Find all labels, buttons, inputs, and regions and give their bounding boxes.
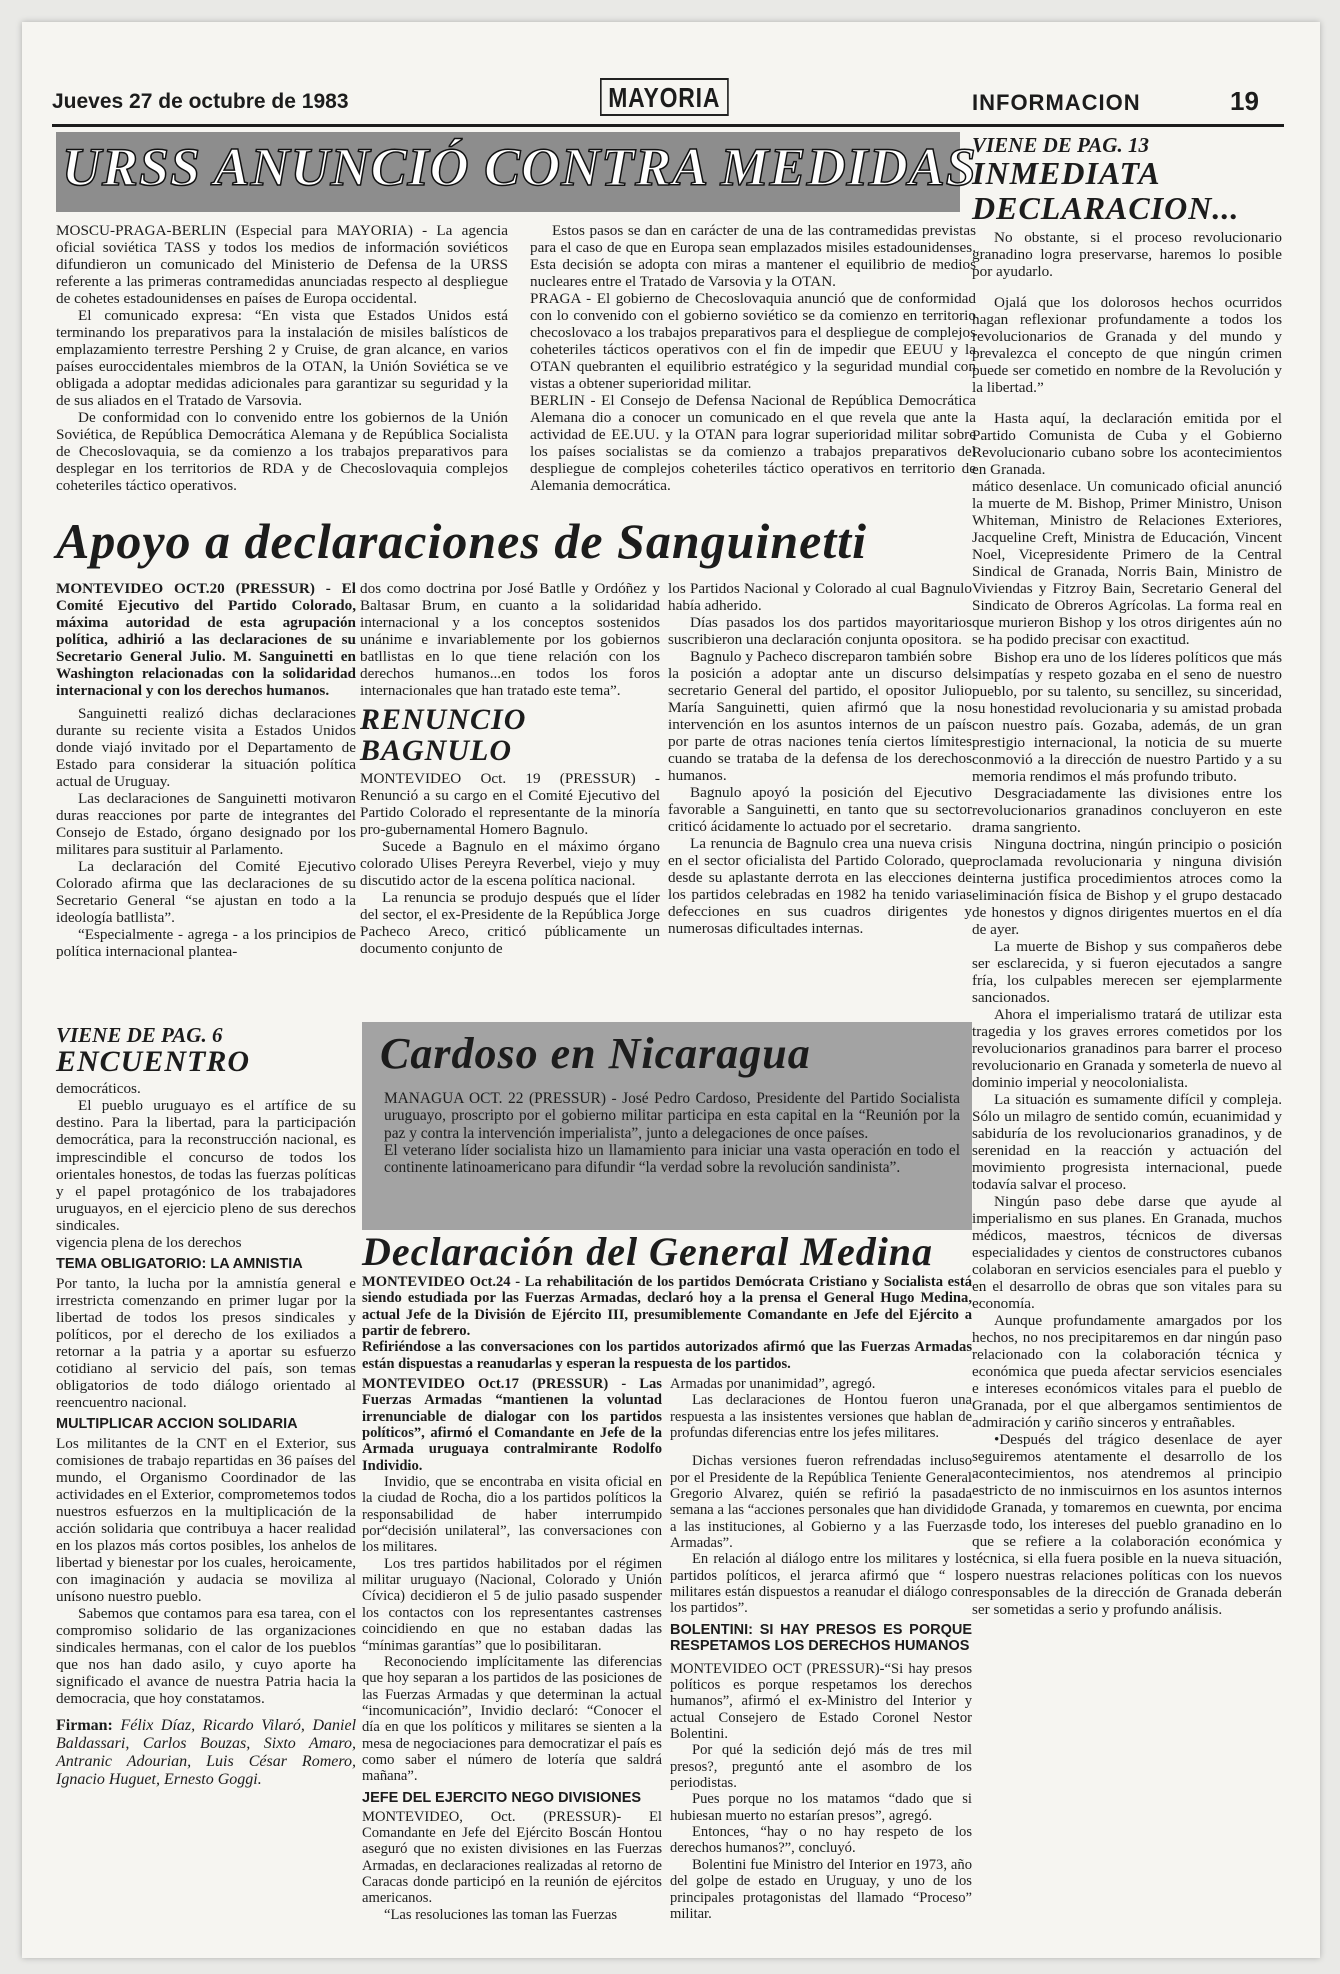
paragraph: Por qué la sedición dejó más de tres mil presos?, preguntó ante el asombro de los periodistas. [670,1742,972,1792]
subheading-amnistia: TEMA OBLIGATORIO: LA AMNISTIA [56,1255,303,1272]
apoyo-column-3 [668,580,972,937]
paragraph: MANAGUA OCT. 22 (PRESSUR) - José Pedro Cardoso, Presidente del Partido Socialista uruguayo, proscripto por el gobierno militar participa en esta capital en la “Reunión por la paz y contra la intervención imperialista”, junto a delegaciones de once países. [384,1090,960,1142]
urss-column-1 [56,222,508,494]
paragraph: Bagnulo apoyó la posición del Ejecutivo favorable a Sanguinetti, en tanto que su sector criticó ácidamente lo actuado por el secretario. [668,784,972,836]
paragraph: La situación es sumamente difícil y compleja. Sólo un milagro de sentido común, ecuanimidad y sabiduría de los revolucionarios granadinos, y de serenidad en la reacción y actuación del movimiento progresista internacional, puede todavía salvar el proceso. [972,1090,1282,1193]
paragraph: Días pasados los dos partidos mayoritarios suscribieron una declaración conjunta opositora. [668,614,972,649]
paragraph: La muerte de Bishop y sus compañeros debe ser esclarecida, y si fueron ejecutados a sangre fría, los culpables merecen ser ejemplarmente sancionados. [972,937,1282,1006]
lead-paragraph: MONTEVIDEO Oct.24 - La rehabilitación de los partidos Demócrata Cristiano y Socialista está siendo estudiada por las Fuerzas Armadas, declaró hoy a la prensa el General Hugo Medina, actual Jefe de la División de Ejército III, presumiblemente Comandante en Jefe del Ejército a partir de febrero. [362,1274,972,1340]
paragraph: Los militantes de la CNT en el Exterior, sus comisiones de trabajo repartidas en 36 países del mundo, el Organismo Coordinador de las actividades en el Exterior, comprometemos todos nuestros esfuerzos en la multiplicación de la acción solidaria que contribuya a hacer realidad en los plazos más cortos posibles, los anhelos de libertad y bienestar por los cuales, heroicamente, con imaginación y audacia se moviliza al unísono nuestro pueblo. [56,1434,356,1605]
apoyo-column-1 [56,580,356,960]
firman-names: Félix Díaz, Ricardo Vilaró, Daniel Baldassari, Carlos Bouzas, Sixto Amaro, Antranic Adourian, Luis César Romero, Ignacio Huguet, Ernesto Goggi. [56,1716,357,1788]
medina-headline: Declaración del General Medina [362,1229,934,1274]
paragraph: Estos pasos se dan en carácter de una de las contramedidas previstas para el caso de que en Europa sean emplazados misiles estadounidenses. Esta decisión se adopta con miras a mantener el equilibrio de medios nucleares entre el Tratado de Varsovia y la OTAN. [530,222,976,291]
paragraph: democráticos. [56,1080,141,1098]
encuentro-headline: ENCUENTRO [56,1045,251,1079]
paragraph: Entonces, “hay o no hay respeto de los derechos humanos?”, concluyó. [670,1824,972,1857]
newspaper-page [22,22,1320,1958]
paragraph: La renuncia se produjo después que el líder del sector, el ex-Presidente de la República Jorge Pacheco Areco, criticó públicamente un documento conjunto de [360,889,660,958]
paragraph: El veterano líder socialista hizo un llamamiento para iniciar una vasta operación en todo el continente latinoamericano para difundir “la verdad sobre la revolución sandinista”. [384,1141,960,1176]
paragraph: Ninguna doctrina, ningún principio o posición proclamada revolucionaria y ninguna división interna justifica procedimientos atroces como la eliminación física de Bishop y el grupo destacado de honestos y dignos dirigentes muertos en el día de ayer. [972,835,1282,938]
cardoso-headline: Cardoso en Nicaragua [380,1029,811,1078]
paragraph: MONTEVIDEO Oct.17 (PRESSUR) - Las Fuerzas Armadas “mantienen la voluntad irrenunciable de dialogar con los partidos políticos”, afirmó el Comandante en Jefe de la Armada uruguaya contralmirante Rodolfo Individio. [362,1376,662,1474]
medina-column-1 [362,1376,662,1923]
paragraph: BERLIN - El Consejo de Defensa Nacional de República Democrática Alemana dio a conocer un comunicado en el que revela que ante la actividad de EE.UU. y la OTAN para lograr superioridad militar sobre los países socialistas se da comienzo a trabajos preparativos del despliegue de complejos coheteriles táctico operativos en territorio de Alemania democrática. [530,392,976,495]
section-name: INFORMACION [972,90,1141,115]
paragraph: •Después del trágico desenlace de ayer seguiremos atentamente el desarrollo de los acontecimientos, nos atendremos al principio estricto de no inmiscuirnos en los asuntos internos de Granada, y tomaremos en cuewnta, por encima de todo, los intereses del pueblo granadino en lo que se refiere a la colaboración económica y técnica, si ella fuera posible en la nueva situación, pero nuestras relaciones políticas con los nuevos responsables de la dirección de Granada deberán ser sometidas a serio y profundo análisis. [972,1431,1282,1619]
paragraph: Reconociendo implícitamente las diferencias que hoy separan a los partidos de las posiciones de las Fuerzas Armadas y que determinan la actual “incomunicación”, Invidio declaró: “Conocer el día en que los políticos y militares se sienten a la mesa de negociaciones para democratizar el país es como saber el número de lotería que saldrá mañana”. [362,1653,662,1785]
cardoso-body [384,1090,960,1176]
masthead-logo: MAYORIA [600,78,728,116]
viene-de-pag-6: VIENE DE PAG. 6 [56,1023,223,1047]
header-rule [52,124,1284,127]
paragraph: La declaración del Comité Ejecutivo Colorado afirma que las declaraciones de su Secretario General “se ajustan en todo a la ideología batllista”. [56,858,356,927]
paragraph: No obstante, si el proceso revolucionario granadino logra preservarse, haremos lo posible por ayudarlo. [972,229,1282,281]
paragraph: MONTEVIDEO Oct. 19 (PRESSUR) - Renunció a su cargo en el Comité Ejecutivo del Partido Colorado el representante de la minoría pro-gubernamental Homero Bagnulo. [360,770,660,839]
paragraph: Armadas por unanimidad”, agregó. [670,1376,876,1392]
paragraph: Desgraciadamente las divisiones entre los revolucionarios granadinos concluyeron en este drama sangriento. [972,784,1282,836]
paragraph: los Partidos Nacional y Colorado al cual Bagnulo había adherido. [668,580,972,615]
paragraph: Por tanto, la lucha por la amnistía general e irrestricta comenzando en primer lugar por la libertad de todos los presos sindicales y políticos, por el derecho de los exiliados a retornar a la patria y a aportar su esfuerzo cotidiano al servicio del país, son temas obligatorios de todo diálogo orientado al reencuentro nacional. [56,1274,356,1411]
paragraph: Bagnulo y Pacheco discreparon también sobre la posición a adoptar ante un discurso del secretario General del partido, el opositor Julio María Sanguinetti, quien afirmó que la no intervención en los asuntos internos de un país por parte de otras naciones tenía ciertos límites cuando se trataba de la defensa de los derechos humanos. [668,648,972,785]
paragraph: Ahora el imperialismo tratará de utilizar esta tragedia y los graves errores cometidos por los revolucionarios granadinos para barrer el proceso revolucionario en Granada y someterla de nuevo al dominio imperial y neocolonialista. [972,1005,1282,1091]
paragraph: “Las resoluciones las toman las Fuerzas [384,1906,618,1923]
inmediata-column [972,134,1282,1618]
lead-paragraph: Refiriéndose a las conversaciones con los partidos autorizados afirmó que las Fuerzas Armadas están dispuestas a reanudarlas y esperan la respuesta de los partidos. [362,1339,972,1372]
paragraph: Ojalá que los dolorosos hechos ocurridos hagan reflexionar profundamente a todos los revolucionarios de Granada y del mundo y prevalezca el concepto de que ningún crimen puede ser cometido en nombre de la Revolución y la libertad.” [972,294,1282,397]
paragraph: mático desenlace. Un comunicado oficial anunció la muerte de M. Bishop, Primer Ministro, Unison Whiteman, Ministro de Relaciones Exteriores, Jacqueline Creft, Ministra de Educación, Vincent Noel, Vicepresidente Primero de la Central Sindical de Granada, Norris Bain, Ministro de Viviendas y Fitzroy Bain, Secretario General del Sindicato de Obreros Agrícolas. La forma real en que murieron Bishop y los otros dirigentes aún no se ha podido precisar con exactitud. [972,478,1282,649]
urss-column-2 [530,222,976,494]
paragraph: dos como doctrina por José Batlle y Ordóñez y Baltasar Brum, en cuanto a la solidaridad internacional y a los conceptos sostenidos unánime e invariablemente por los gobiernos batllistas en lo que tiene relación con los derechos humanos...en todos los foros internacionales que han tratado este tema”. [360,580,660,700]
page-date: Jueves 27 de octubre de 1983 [52,90,349,113]
paragraph: MONTEVIDEO, Oct. (PRESSUR)- El Comandante en Jefe del Ejército Boscán Hontou aseguró que no existen divisiones en las Fuerzas Armadas, en declaraciones realizadas al retorno de Caracas donde participó en la reunión de ejércitos americanos. [362,1808,662,1907]
paragraph: Invidio, que se encontraba en visita oficial en la ciudad de Rocha, dio a los partidos políticos la responsabilidad de haber interrumpido por“decisión unilateral”, las conversaciones con los militares. [362,1474,662,1556]
paragraph: Aunque profundamente amargados por los hechos, no nos precipitaremos en dar ningún paso relacionado con la colaboración técnica y económica que pueda afectar servicios esenciales e intereses económicos vitales para el pueblo de Granada, por el que albergamos sentimientos de admiración y cariño sinceros y entrañables. [972,1312,1282,1432]
paragraph: “Especialmente - agrega - a los principios de política internacional plantea- [56,926,356,961]
inmediata-headline: INMEDIATA DECLARACION... [972,155,1240,226]
page-number: 19 [1230,86,1259,116]
urss-headline: URSS ANUNCIÓ CONTRA MEDIDAS [62,137,977,197]
paragraph: Bolentini fue Ministro del Interior en 1973, año del golpe de estado en Uruguay, y uno de los principales protagonistas del llamado “Proceso” militar. [670,1856,972,1922]
paragraph: Ningún paso debe darse que ayude al imperialismo en sus planes. En Granada, muchos médicos, maestros, técnicos de diversas especialidades y cientos de constructores cubanos colaboran en servicios esenciales para el pueblo y en el desarrollo de obras que son vitales para su economía. [972,1193,1282,1313]
paragraph: MOSCU-PRAGA-BERLIN (Especial para MAYORIA) - La agencia oficial soviética TASS y todos los medios de información soviéticos difundieron un comunicado del Ministerio de Defensa de la URSS referente a las primeras contramedidas anunciadas respecto al despliegue de cohetes estadounidenses en países de Europa occidental. [56,222,508,308]
viene-de-pag-13: VIENE DE PAG. 13 [972,133,1149,157]
firman-label: Firman: [56,1716,113,1734]
subheading-jefe-ejercito: JEFE DEL EJERCITO NEGO DIVISIONES [362,1789,642,1806]
paragraph: La renuncia de Bagnulo crea una nueva crisis en el sector oficialista del Partido Colorado, que desde su aplastante derrota en las elecciones de los partidos celebradas en 1982 ha tenido varias defecciones en sus cuadros dirigentes y numerosas dificultades internas. [668,835,972,938]
subheading-solidaria: MULTIPLICAR ACCION SOLIDARIA [56,1415,298,1432]
renuncio-headline: RENUNCIO BAGNULO [360,703,527,767]
paragraph: Sabemos que contamos para esa tarea, con el compromiso solidario de las organizaciones sindicales hermanas, con el calor de los pueblos que nos han dado asilo, y cuyo aporte ha significado el avance de nuestra Patria hacia la democracia, que hoy constatamos. [56,1604,356,1707]
medina-lead [362,1274,972,1372]
paragraph: Sucede a Bagnulo en el máximo órgano colorado Ulises Pereyra Reverbel, viejo y muy discutido actor de la escena política nacional. [360,838,660,890]
paragraph: De conformidad con lo convenido entre los gobiernos de la Unión Soviética, de República Democrática Alemana y de República Socialista de Checoslovaquia, se da comienzo a los trabajos preparativos para desplegar en los territorios de RDA y de Checoslovaquia complejos coheteriles táctico operativos. [56,409,508,495]
medina-column-2 [670,1376,972,1922]
paragraph: vigencia plena de los derechos [56,1233,242,1251]
paragraph: Bishop era uno de los líderes políticos que más simpatías y respeto gozaba en el seno de nuestro pueblo, por su talento, su sencillez, su sinceridad, su honestidad revolucionaria y su amistad probada con nuestro país. Gozaba, además, de un gran prestigio internacional, la noticia de su muerte conmovió a la dirección de nuestro Partido y a su memoria rendimos el más profundo tributo. [972,648,1282,785]
apoyo-headline: Apoyo a declaraciones de Sanguinetti [56,513,867,569]
paragraph: PRAGA - El gobierno de Checoslovaquia anunció que de conformidad con lo convenido con el gobierno soviético se da comienzo en territorio checoslovaco a los trabajos preparativos para el despliegue de complejos coheteriles tácticos operativos con el fin de impedir que EEUU y la OTAN quebranten el equilibrio estratégico y la seguridad mundial con vistas a obtener superioridad militar. [530,290,976,393]
lead-paragraph: MONTEVIDEO OCT.20 (PRESSUR) - El Comité Ejecutivo del Partido Colorado, máxima autoridad de esta agrupación política, adhirió a las declaraciones de su Secretario General Julio. M. Sanguinetti en Washington relacionadas con la solidaridad internacional y con los derechos humanos. [56,580,356,700]
paragraph: Hasta aquí, la declaración emitida por el Partido Comunista de Cuba y el Gobierno Revolucionario cubano sobre los acontecimientos en Granada. [972,410,1282,479]
paragraph: El comunicado expresa: “En vista que Estados Unidos está terminando los preparativos para la instalación de misiles balísticos de emplazamiento terrestre Pershing 2 y Cruise, de gran alcance, en varios países euroccidentales miembros de la OTAN, la Unión Soviética se ve obligada a adoptar medidas adicionales para garantizar su seguridad y la de sus aliados en el Tratado de Varsovia. [56,307,508,410]
paragraph: Pues porque no los matamos “dado que si hubiesan muerto no estarían presos”, agregó. [670,1791,972,1824]
paragraph: MONTEVIDEO OCT (PRESSUR)-“Si hay presos políticos es porque respetamos los derechos humanos”, afirmó el ex-Ministro del Interior y actual Consejero de Estado Coronel Nestor Bolentini. [670,1660,972,1743]
encuentro-column [56,1024,356,1788]
apoyo-column-2 [360,580,660,957]
subheading-bolentini: BOLENTINI: SI HAY PRESOS ES PORQUE RESPETAMOS LOS DERECHOS HUMANOS [670,1621,972,1654]
paragraph: Las declaraciones de Sanguinetti motivaron duras reacciones por parte de integrantes del Consejo de Estado, órgano designado por los militares para sustituir al Parlamento. [56,790,356,859]
paragraph: El pueblo uruguayo es el artífice de su destino. Para la libertad, para la participación democrática, para la reconstrucción nacional, es imprescindible el concurso de todos los orientales honestos, de todas las fuerzas políticas y el papel protagónico de los trabajadores uruguayos, en el ejercicio pleno de sus derechos sindicales. [56,1097,356,1234]
paragraph: Las declaraciones de Hontou fueron una respuesta a las insistentes versiones que hablan de profundas diferencias entre los jefes militares. [670,1392,972,1442]
paragraph: Dichas versiones fueron refrendadas incluso por el Presidente de la República Teniente General Gregorio Alvarez, quién se refirió la pasada semana a las “acciones personales que han dividido a las instituciones, al Gobierno y a las Fuerzas Armadas”. [670,1453,972,1552]
paragraph: Los tres partidos habilitados por el régimen militar uruguayo (Nacional, Colorado y Unión Cívica) decidieron el 5 de julio pasado suspender los contactos con los representantes castrenses coincidiendo en que no estaban dadas las “mínimas garantías” que lo posibilitaran. [362,1555,662,1654]
paragraph: En relación al diálogo entre los militares y los partidos políticos, el jerarca afirmó que “ los militares están dispuestos a reanudar el diálogo con los partidos”. [670,1551,972,1617]
paragraph: Sanguinetti realizó dichas declaraciones durante su reciente visita a Estados Unidos donde viajó invitado por el Departamento de Estado para considerar la situación política actual de Uruguay. [56,705,356,791]
